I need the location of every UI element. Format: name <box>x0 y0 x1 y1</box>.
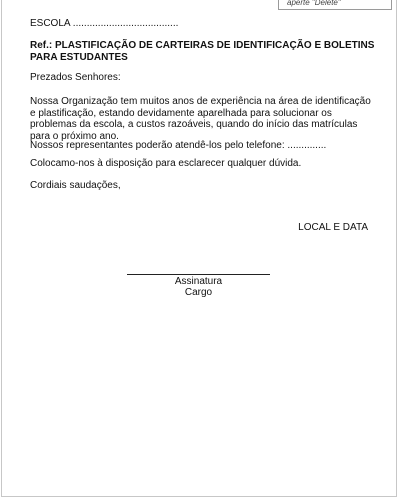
instruction-note <box>278 0 392 10</box>
instruction-note-text: aperte "Delete" <box>287 0 341 7</box>
reference-line: Ref.: PLASTIFICAÇÃO DE CARTEIRAS DE IDENTIFICAÇÃO E BOLETINS PARA ESTUDANTES <box>30 40 375 63</box>
place-date: LOCAL E DATA <box>298 222 368 233</box>
signature-line <box>127 274 270 275</box>
role-label: Cargo <box>184 287 213 298</box>
school-line: ESCOLA ...................................... <box>30 18 179 29</box>
closing-line: Cordiais saudações, <box>30 180 121 191</box>
body-paragraph-1: Nossa Organização tem muitos anos de experiência na área de identificação e plastificação, estando devidamente aparelhada para solucionar os problemas da escola, a custos razoáveis, quando do início das matrículas para o próximo ano. <box>30 96 371 142</box>
signature-label: Assinatura <box>174 276 223 287</box>
greeting: Prezados Senhores: <box>30 72 121 83</box>
body-paragraph-3: Colocamo-nos à disposição para esclarecer qualquer dúvida. <box>30 158 302 169</box>
body-paragraph-2: Nossos representantes poderão atendê-los pelo telefone: .............. <box>30 140 327 151</box>
